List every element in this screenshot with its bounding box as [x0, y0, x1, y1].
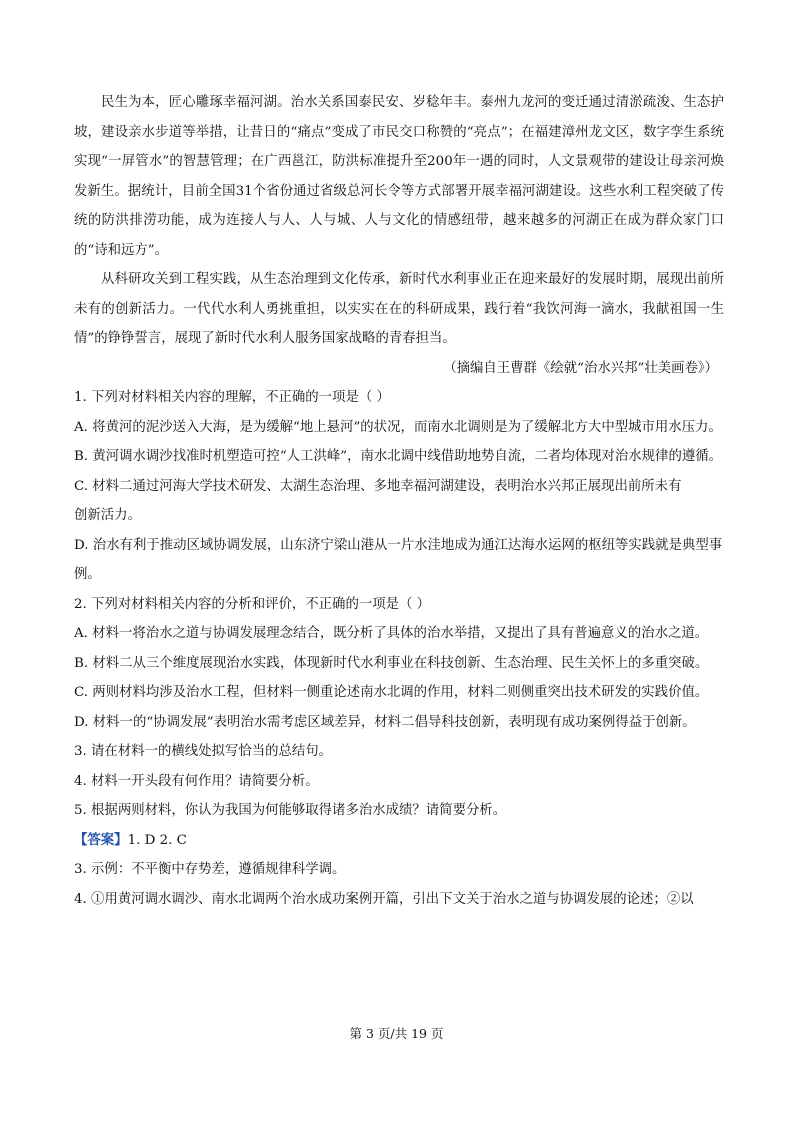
question-4: 4. 材料一开头段有何作用？请简要分析。 [74, 773, 319, 789]
document-page [74, 88, 724, 914]
answer-4: 4. ①用黄河调水调沙、南水北调两个治水成功案例开篇，引出下文关于治水之道与协调发展的论述；②以 [74, 891, 694, 907]
question-1-option-c-cont: 创新活力。 [74, 508, 141, 523]
paragraph-1: 民生为本，匠心雕琢幸福河湖。治水关系国泰民安、岁稔年丰。泰州九龙河的变迁通过清淤疏浚、生态护坡，建设亲水步道等举措，让昔日的“痛点”变成了市民交口称赞的“亮点”；在福建漳州龙文区，数字孪生系统实现“一屏管水”的智慧管理；在广西邕江，防洪标准提升至200年一遇的同时，人文景观带的建设让母亲河焕发新生。据统计，目前全国31个省份通过省级总河长令等方式部署开展幸福河湖建设。这些水利工程突破了传统的防洪排涝功能，成为连接人与人、人与城、人与文化的情感纽带，越来越多的河湖正在成为群众家门口的“诗和远方”。 [74, 95, 724, 258]
question-1-option-b: B. 黄河调水调沙找准时机塑造可控“人工洪峰”，南水北调中线借助地势自流，二者均体现对治水规律的遵循。 [74, 449, 723, 464]
answer-1-2: 1. D 2. C [127, 832, 187, 848]
question-3: 3. 请在材料一的横线处拟写恰当的总结句。 [74, 744, 333, 759]
question-2-option-b: B. 材料二从三个维度展现治水实践，体现新时代水利事业在科技创新、生态治理、民生关怀上的多重突破。 [74, 655, 709, 671]
question-2-option-c: C. 两则材料均涉及治水工程，但材料一侧重论述南水北调的作用，材料二则侧重突出技术研发的实践价值。 [74, 685, 709, 700]
question-2-option-a: A. 材料一将治水之道与协调发展理念结合，既分析了具体的治水举措，又提出了具有普遍意义的治水之道。 [74, 626, 709, 641]
question-2-option-d: D. 材料一的“协调发展”表明治水需考虑区域差异，材料二倡导科技创新，表明现有成功案例得益于创新。 [74, 714, 696, 730]
page-footer: 第 3 页/共 19 页 [349, 1026, 444, 1041]
answer-3: 3. 示例：不平衡中存势差，遵循规律科学调。 [74, 862, 346, 877]
question-2-stem: 2. 下列对材料相关内容的分析和评价，不正确的一项是（ ） [74, 596, 431, 612]
question-1-option-a: A. 将黄河的泥沙送入大海，是为缓解“地上悬河”的状况，而南水北调则是为了缓解北方大中型城市用水压力。 [74, 419, 722, 435]
question-5: 5. 根据两则材料，你认为我国为何能够取得诸多治水成绩？请简要分析。 [74, 803, 507, 818]
question-1-stem: 1. 下列对材料相关内容的理解，不正确的一项是（ ） [74, 390, 390, 405]
source-citation: （摘编自王曹群《绘就“治水兴邦”壮美画卷》） [443, 360, 718, 376]
question-1-option-c: C. 材料二通过河海大学技术研发、太湖生态治理、多地幸福河湖建设，表明治水兴邦正展现出前所未有 [74, 478, 682, 494]
paragraph-2: 从科研攻关到工程实践，从生态治理到文化传承，新时代水利事业正在迎来最好的发展时期，展现出前所未有的创新活力。一代代水利人勇挑重担，以实实在在的科研成果，践行着“我饮河海一滴水，我献祖国一生情”的铮铮誓言，展现了新时代水利人服务国家战略的青春担当。 [74, 272, 724, 346]
answer-line [74, 826, 724, 856]
answer-tag: 【答案】 [74, 831, 128, 848]
question-1-option-d: D. 治水有利于推动区域协调发展，山东济宁梁山港从一片水洼地成为通江达海水运网的枢纽等实践就是典型事例。 [74, 537, 723, 582]
